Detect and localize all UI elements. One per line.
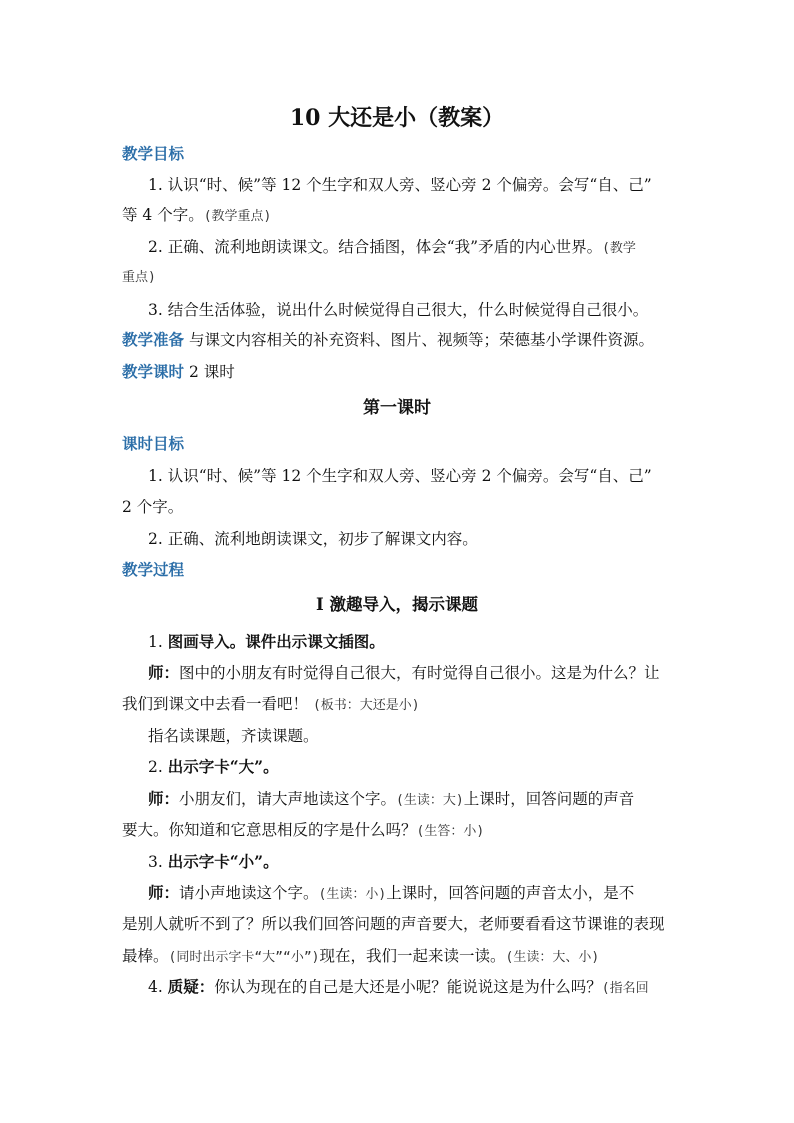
step-4-label: 质疑： [167,977,215,996]
teacher-2-line-2 [122,820,484,842]
teacher-1-label: 师： [148,663,180,682]
lesson-goal-1-line-1: 1. 认识“时、候”等 12 个生字和双人旁、竖心旁 2 个偏旁。会写“自、己” [148,467,652,485]
read-title: 指名读课题，齐读课题。 [148,727,319,745]
step-4 [148,977,649,999]
goal-1-text: 等 4 个字。 [122,206,204,224]
step-3-label: 出示字卡“小”。 [167,852,279,871]
teacher-2-text-2: 上课时，回答问题的声音 [463,790,635,808]
process-heading: 教学过程 [122,560,185,579]
prep-line [122,330,654,350]
teacher-2-text-1: 小朋友们，请大声地读这个字。 [179,790,397,808]
lesson-goal-1-line-2: 2 个字。 [122,498,184,516]
hours-line [122,362,235,382]
teacher-3-note-1: (生读：小) [318,887,387,902]
teacher-1-note: (板书：大还是小) [312,698,420,713]
teacher-3-note-3: (生读：大、小) [505,950,600,965]
step-3-number: 3. [148,853,163,871]
step-4-number: 4. [148,978,163,996]
step-3 [148,852,279,872]
teacher-2-label: 师： [148,789,180,808]
hours-label: 教学课时 [122,362,185,381]
step-1 [148,632,385,652]
goal-3: 3. 结合生活体验，说出什么时候觉得自己很大，什么时候觉得自己很小。 [148,301,649,319]
goal-2-text: 2. 正确、流利地朗读课文。结合插图，体会“我”矛盾的内心世界。 [148,238,603,256]
goal-1-line-2 [122,205,271,227]
teacher-3-line-1 [148,883,634,905]
teacher-3-text-1: 请小声地读这个字。 [179,884,319,902]
goal-2-note-a: (教学 [602,241,636,256]
lesson-goal-2: 2. 正确、流利地朗读课文，初步了解课文内容。 [148,530,478,548]
section-1-heading: Ⅰ 激趣导入，揭示课题 [316,595,478,614]
teacher-3-line-3 [122,946,599,968]
goal-2-line-1 [148,237,636,259]
step-2 [148,757,279,777]
teacher-3-line-2: 是别人就听不到了？所以我们回答问题的声音要大，老师要看看这节课谁的表现 [122,915,665,933]
teacher-3-note-2: (同时出示字卡“大”“小”) [168,950,320,965]
teacher-1-text: 图中的小朋友有时觉得自己很大，有时觉得自己很小。这是为什么？让 [179,664,660,682]
step-4-note: (指名回 [601,981,649,996]
teacher-1-line-1 [148,663,660,683]
step-1-label: 图画导入。课件出示课文插图。 [167,632,385,651]
teacher-3-label: 师： [148,883,180,902]
teacher-1-line-2 [122,694,420,716]
hours-text: 2 课时 [188,363,235,381]
goals-heading: 教学目标 [122,144,185,163]
teacher-1-text-2: 我们到课文中去看一看吧！ [122,695,309,713]
teacher-2-line-1 [148,789,634,811]
step-2-label: 出示字卡“大”。 [167,757,279,776]
lesson-1-heading: 第一课时 [363,398,431,418]
document-title: 10 大还是小（教案） [289,105,505,131]
teacher-2-text-3: 要大。你知道和它意思相反的字是什么吗？ [122,821,417,839]
prep-label: 教学准备 [122,330,185,349]
teacher-2-note-2: (生答：小) [416,824,485,839]
step-4-text: 你认为现在的自己是大还是小呢？能说说这是为什么吗？ [214,978,602,996]
teacher-3-text-3: 最棒。 [122,947,169,965]
goal-2-note-b: 重点) [122,270,156,285]
teacher-3-text-4: 现在，我们一起来读一读。 [319,947,506,965]
step-2-number: 2. [148,758,163,776]
prep-text: 与课文内容相关的补充资料、图片、视频等；荣德基小学课件资源。 [188,331,654,349]
teacher-3-text-2: 上课时，回答问题的声音太小，是不 [386,884,635,902]
lesson-goals-heading: 课时目标 [122,434,185,453]
goal-1-line-1: 1. 认识“时、候”等 12 个生字和双人旁、竖心旁 2 个偏旁。会写“自、己” [148,176,652,194]
step-1-number: 1. [148,633,163,651]
teacher-2-note-1: (生读：大) [396,793,464,808]
goal-1-note: (教学重点) [203,209,272,224]
